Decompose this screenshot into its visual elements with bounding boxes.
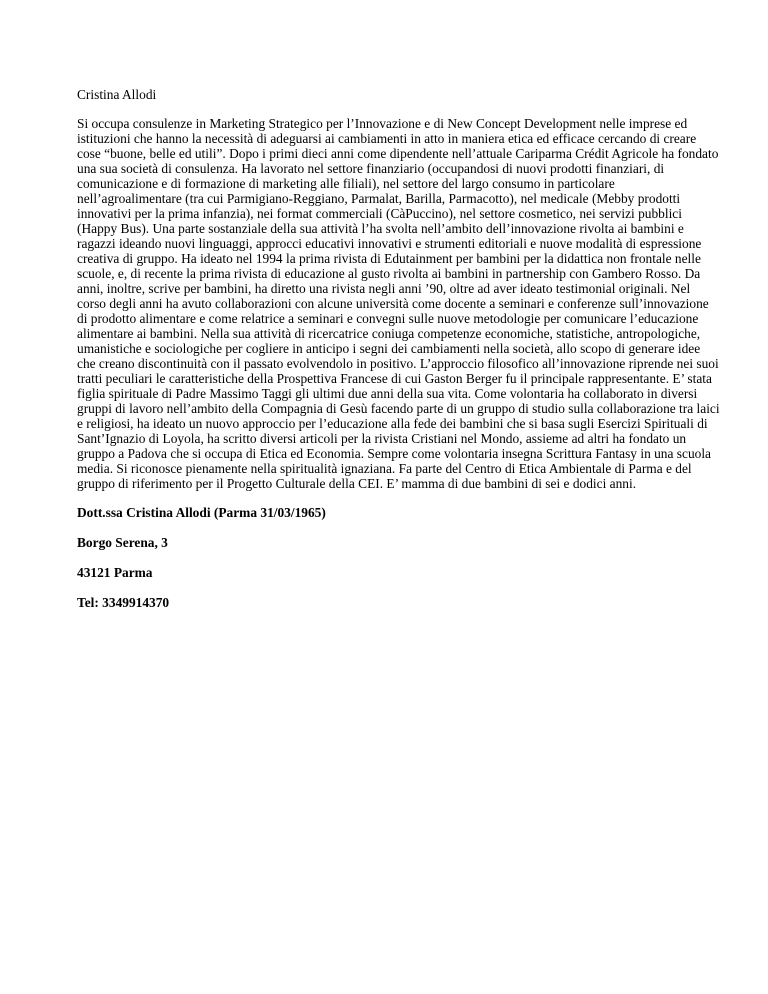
bio-line: Si occupa consulenze in Marketing Strategico per l’Innovazione e di New Concept Development nelle imprese ed: [77, 116, 688, 131]
contact-phone: Tel: 3349914370: [77, 595, 170, 610]
document-page: [77, 87, 720, 625]
bio-line: tratti peculiari le caratteristiche della Prospettiva Francese di cui Gaston Berger fu il principale rappresentante. E’ stata: [77, 371, 712, 386]
contact-address: Borgo Serena, 3: [77, 535, 168, 550]
bio-line: Sant’Ignazio di Loyola, ha scritto diversi articoli per la rivista Cristiani nel Mondo, assieme ad altri ha fondato un: [77, 431, 687, 446]
bio-line: di prodotto alimentare e come relatrice a seminari e convegni sulle nuove metodologie per comunicare l’educazione: [77, 311, 699, 326]
bio-line: creativa di gruppo. Ha ideato nel 1994 la prima rivista di Edutainment per bambini per la didattica non frontale nelle: [77, 251, 701, 266]
bio-line: alimentare ai bambini. Nella sua attività di ricercatrice coniuga competenze economiche, statistiche, antropologiche,: [77, 326, 701, 341]
bio-line: gruppi di lavoro nell’ambito della Compagnia di Gesù facendo parte di un gruppo di studio sulla collaborazione tra laici: [77, 401, 720, 416]
bio-line: umanistiche e sociologiche per cogliere in anticipo i segni dei cambiamenti nella società, allo scopo di generare idee: [77, 341, 701, 356]
bio-line: istituzioni che hanno la necessità di adeguarsi ai cambiamenti in atto in maniera etica ed efficace cercando di creare: [77, 131, 697, 146]
bio-line: (Happy Bus). Una parte sostanziale della sua attività l’ha svolta nell’ambito dell’innovazione rivolta ai bambini e: [77, 221, 684, 236]
bio-line: scuole, e, di recente la prima rivista di educazione al gusto rivolta ai bambini in partnership con Gambero Rosso. Da: [77, 266, 701, 281]
bio-line: gruppo di riferimento per il Progetto Culturale della CEI. E’ mamma di due bambini di sei e dodici anni.: [77, 476, 637, 491]
bio-line: nell’agroalimentare (tra cui Parmigiano-Reggiano, Parmalat, Barilla, Parmacotto), nel medicale (Mebby prodotti: [77, 191, 681, 206]
bio-line: comunicazione e di formazione di marketing alle filiali), nel settore del largo consumo in particolare: [77, 176, 615, 191]
bio-line: anni, inoltre, scrive per bambini, ha diretto una rivista negli anni ’90, oltre ad aver ideato testimonial originali. Nel: [77, 281, 691, 296]
bio-line: una sua società di consulenza. Ha lavorato nel settore finanziario (occupandosi di nuovi prodotti finanziari, di: [77, 161, 665, 176]
bio-line: che creano discontinuità con il passato evolvendolo in positivo. L’approccio filosofico all’innovazione riprende nei suoi: [77, 356, 719, 371]
contact-city: 43121 Parma: [77, 565, 153, 580]
bio-line: figlia spirituale di Padre Massimo Taggi gli ultimi due anni della sua vita. Come volontaria ha collaborato in diversi: [77, 386, 698, 401]
bio-line: e religiosi, ha ideato un nuovo approccio per l’educazione alla fede dei bambini che si basa sugli Esercizi Spirituali di: [77, 416, 708, 431]
author-heading: Cristina Allodi: [77, 87, 157, 102]
bio-line: media. Si riconosce pienamente nella spiritualità ignaziana. Fa parte del Centro di Etica Ambientale di Parma e del: [77, 461, 692, 476]
bio-line: cose “buone, belle ed utili”. Dopo i primi dieci anni come dipendente nell’attuale Cariparma Crédit Agricole ha fondato: [77, 146, 719, 161]
bio-line: corso degli anni ha avuto collaborazioni con alcune università come docente a seminari e conferenze sull’innovazione: [77, 296, 709, 311]
contact-name-birth: Dott.ssa Cristina Allodi (Parma 31/03/1965): [77, 505, 326, 520]
bio-line: ragazzi ideando nuovi linguaggi, approcci educativi innovativi e strumenti editoriali e nuove modalità di espressione: [77, 236, 702, 251]
bio-line: innovativi per la prima infanzia), nei format commerciali (CàPuccino), nel settore cosmetico, nei servizi pubblici: [77, 206, 682, 221]
bio-line: gruppo a Padova che si occupa di Etica ed Economia. Sempre come volontaria insegna Scrittura Fantasy in una scuola: [77, 446, 712, 461]
biography-paragraph: [77, 116, 720, 491]
